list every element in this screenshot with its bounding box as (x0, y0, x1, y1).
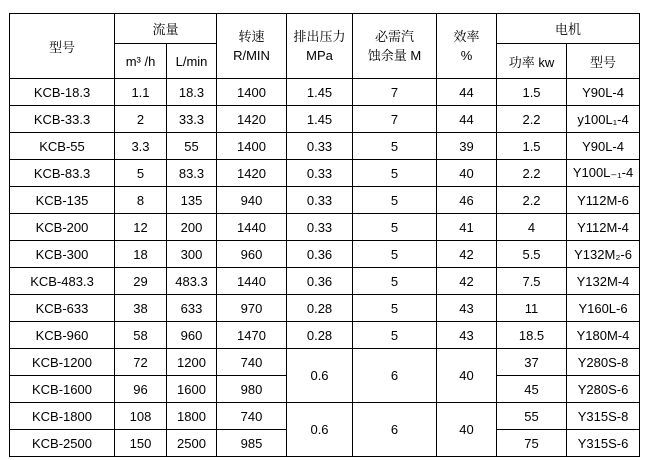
header-motor: 电机 (497, 14, 640, 44)
cell-motor-model: Y315S-8 (567, 403, 640, 430)
cell-speed: 985 (217, 430, 287, 457)
cell-motor-model: Y112M-4 (567, 214, 640, 241)
cell-model: KCB-960 (10, 322, 115, 349)
header-motor-power: 功率 kw (497, 44, 567, 79)
table-row (10, 349, 640, 376)
cell-efficiency: 46 (437, 187, 497, 214)
cell-flow-m3h: 5 (115, 160, 167, 187)
cell-efficiency: 39 (437, 133, 497, 160)
cell-pressure: 0.6 (287, 403, 353, 457)
cell-power: 2.2 (497, 106, 567, 133)
cell-pressure: 0.28 (287, 295, 353, 322)
cell-flow-m3h: 2 (115, 106, 167, 133)
cell-model: KCB-1800 (10, 403, 115, 430)
cell-flow-lmin: 300 (167, 241, 217, 268)
table-row (10, 187, 640, 214)
cell-motor-model: Y180M-4 (567, 322, 640, 349)
cell-model: KCB-300 (10, 241, 115, 268)
cell-power: 1.5 (497, 79, 567, 106)
cell-efficiency: 40 (437, 349, 497, 403)
cell-pressure: 0.28 (287, 322, 353, 349)
header-motor-model: 型号 (567, 44, 640, 79)
cell-model: KCB-633 (10, 295, 115, 322)
cell-model: KCB-1600 (10, 376, 115, 403)
cell-flow-lmin: 200 (167, 214, 217, 241)
table-body (10, 79, 640, 457)
cell-model: KCB-483.3 (10, 268, 115, 295)
cell-motor-model: Y132M₂-6 (567, 241, 640, 268)
cell-speed: 960 (217, 241, 287, 268)
cell-pressure: 1.45 (287, 79, 353, 106)
header-speed-line1: 转速 (238, 29, 265, 44)
cell-motor-model: y100L₁-4 (567, 106, 640, 133)
cell-pressure: 0.36 (287, 241, 353, 268)
cell-power: 45 (497, 376, 567, 403)
table-row (10, 214, 640, 241)
cell-motor-model: Y132M-4 (567, 268, 640, 295)
cell-flow-m3h: 72 (115, 349, 167, 376)
cell-flow-lmin: 1600 (167, 376, 217, 403)
cell-power: 4 (497, 214, 567, 241)
cell-efficiency: 42 (437, 241, 497, 268)
cell-npsh: 5 (353, 241, 437, 268)
cell-npsh: 5 (353, 214, 437, 241)
cell-motor-model: Y112M-6 (567, 187, 640, 214)
cell-flow-lmin: 135 (167, 187, 217, 214)
cell-speed: 940 (217, 187, 287, 214)
cell-npsh: 5 (353, 187, 437, 214)
header-speed-line2: R/MIN (233, 48, 270, 63)
cell-power: 2.2 (497, 187, 567, 214)
header-speed (217, 14, 287, 79)
cell-flow-m3h: 38 (115, 295, 167, 322)
cell-npsh: 5 (353, 133, 437, 160)
cell-speed: 1440 (217, 268, 287, 295)
cell-power: 7.5 (497, 268, 567, 295)
cell-npsh: 6 (353, 349, 437, 403)
cell-pressure: 0.33 (287, 133, 353, 160)
cell-model: KCB-200 (10, 214, 115, 241)
header-flow-m3h: m³ /h (115, 44, 167, 79)
header-pressure-line1: 排出压力 (293, 29, 346, 44)
cell-speed: 1420 (217, 160, 287, 187)
cell-pressure: 0.36 (287, 268, 353, 295)
cell-efficiency: 44 (437, 106, 497, 133)
cell-npsh: 5 (353, 295, 437, 322)
cell-flow-m3h: 18 (115, 241, 167, 268)
cell-power: 55 (497, 403, 567, 430)
cell-speed: 1400 (217, 79, 287, 106)
cell-flow-m3h: 150 (115, 430, 167, 457)
header-npsh (353, 14, 437, 79)
header-efficiency-line2: % (460, 48, 473, 63)
cell-power: 2.2 (497, 160, 567, 187)
header-pressure (287, 14, 353, 79)
cell-efficiency: 44 (437, 79, 497, 106)
cell-pressure: 0.33 (287, 214, 353, 241)
cell-flow-m3h: 96 (115, 376, 167, 403)
cell-flow-lmin: 33.3 (167, 106, 217, 133)
cell-flow-m3h: 1.1 (115, 79, 167, 106)
cell-speed: 740 (217, 403, 287, 430)
header-model: 型号 (10, 14, 115, 79)
table-row (10, 403, 640, 430)
header-pressure-line2: MPa (306, 48, 333, 63)
header-efficiency-line1: 效率 (453, 29, 480, 44)
cell-power: 75 (497, 430, 567, 457)
cell-model: KCB-135 (10, 187, 115, 214)
cell-flow-lmin: 483.3 (167, 268, 217, 295)
cell-pressure: 1.45 (287, 106, 353, 133)
cell-motor-model: Y90L-4 (567, 133, 640, 160)
cell-npsh: 5 (353, 160, 437, 187)
cell-pressure: 0.33 (287, 187, 353, 214)
table-row (10, 322, 640, 349)
cell-speed: 1440 (217, 214, 287, 241)
header-flow-lmin: L/min (167, 44, 217, 79)
cell-power: 11 (497, 295, 567, 322)
cell-npsh: 7 (353, 106, 437, 133)
cell-flow-lmin: 18.3 (167, 79, 217, 106)
cell-power: 5.5 (497, 241, 567, 268)
cell-flow-lmin: 1200 (167, 349, 217, 376)
cell-speed: 1400 (217, 133, 287, 160)
table-row (10, 295, 640, 322)
cell-flow-lmin: 633 (167, 295, 217, 322)
cell-efficiency: 41 (437, 214, 497, 241)
cell-speed: 1420 (217, 106, 287, 133)
table-row (10, 160, 640, 187)
cell-flow-m3h: 3.3 (115, 133, 167, 160)
cell-flow-m3h: 29 (115, 268, 167, 295)
header-flow: 流量 (115, 14, 217, 44)
cell-model: KCB-18.3 (10, 79, 115, 106)
header-efficiency (437, 14, 497, 79)
cell-speed: 980 (217, 376, 287, 403)
table-row (10, 241, 640, 268)
cell-npsh: 5 (353, 322, 437, 349)
table-row (10, 79, 640, 106)
cell-speed: 1470 (217, 322, 287, 349)
cell-power: 1.5 (497, 133, 567, 160)
cell-motor-model: Y280S-8 (567, 349, 640, 376)
cell-flow-lmin: 2500 (167, 430, 217, 457)
cell-flow-lmin: 55 (167, 133, 217, 160)
cell-flow-m3h: 12 (115, 214, 167, 241)
cell-efficiency: 40 (437, 160, 497, 187)
cell-speed: 740 (217, 349, 287, 376)
cell-motor-model: Y315S-6 (567, 430, 640, 457)
pump-spec-table (9, 13, 640, 457)
cell-flow-lmin: 1800 (167, 403, 217, 430)
cell-efficiency: 42 (437, 268, 497, 295)
cell-model: KCB-55 (10, 133, 115, 160)
cell-efficiency: 40 (437, 403, 497, 457)
cell-npsh: 5 (353, 268, 437, 295)
cell-flow-lmin: 960 (167, 322, 217, 349)
cell-model: KCB-1200 (10, 349, 115, 376)
header-npsh-line1: 必需汽 (375, 29, 415, 44)
cell-flow-m3h: 8 (115, 187, 167, 214)
cell-motor-model: Y100L₋₁-4 (567, 160, 640, 187)
cell-flow-lmin: 83.3 (167, 160, 217, 187)
cell-power: 37 (497, 349, 567, 376)
table-header (10, 14, 640, 79)
cell-efficiency: 43 (437, 295, 497, 322)
table-row (10, 106, 640, 133)
cell-motor-model: Y280S-6 (567, 376, 640, 403)
cell-motor-model: Y90L-4 (567, 79, 640, 106)
cell-pressure: 0.6 (287, 349, 353, 403)
cell-npsh: 6 (353, 403, 437, 457)
cell-model: KCB-33.3 (10, 106, 115, 133)
cell-pressure: 0.33 (287, 160, 353, 187)
cell-npsh: 7 (353, 79, 437, 106)
cell-flow-m3h: 58 (115, 322, 167, 349)
cell-flow-m3h: 108 (115, 403, 167, 430)
cell-power: 18.5 (497, 322, 567, 349)
header-row-1 (10, 14, 640, 44)
cell-efficiency: 43 (437, 322, 497, 349)
cell-speed: 970 (217, 295, 287, 322)
cell-model: KCB-83.3 (10, 160, 115, 187)
header-npsh-line2: 蚀余量 M (367, 48, 422, 63)
table-row (10, 133, 640, 160)
table-row (10, 268, 640, 295)
cell-model: KCB-2500 (10, 430, 115, 457)
cell-motor-model: Y160L-6 (567, 295, 640, 322)
